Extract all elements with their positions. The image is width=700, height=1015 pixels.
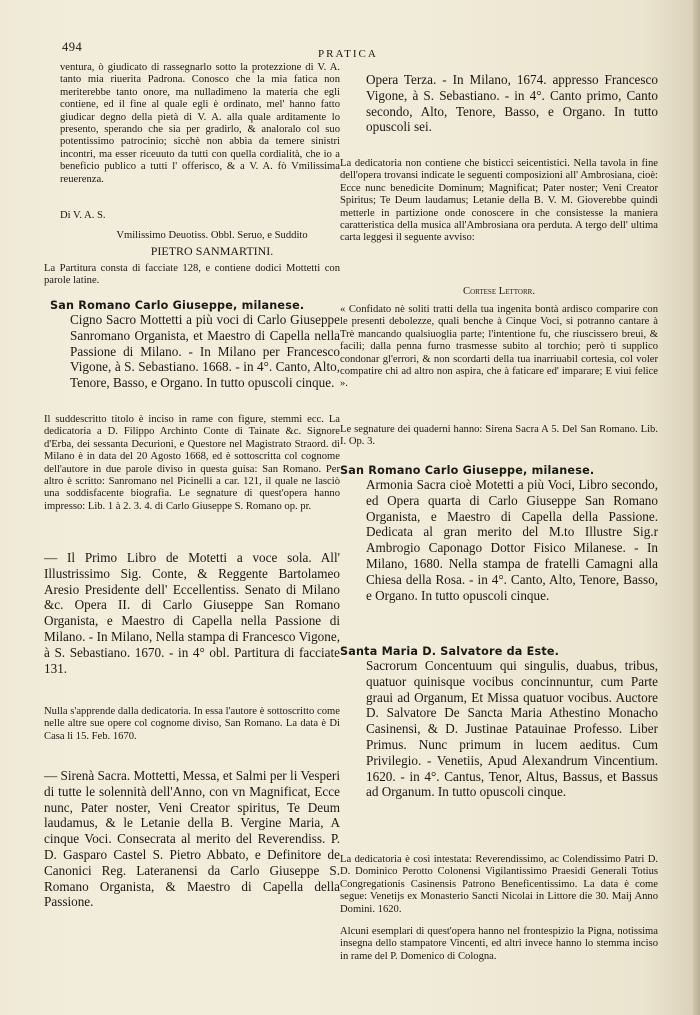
entry-heading: San Romano Carlo Giuseppe, milanese. — [50, 299, 305, 312]
entry-note: Nulla s'apprende dalla dedicatoria. In essa l'autore è sottoscritto come nelle altre sue opere col cognome diviso, San Romano. La data è Di Casa li 15. Feb. 1670. — [44, 706, 340, 742]
entry-title: — Il Primo Libro de Motetti a voce sola. All' Illustrissimo Sig. Conte, & Reggente Bartolameo Aresio Presidente dell' Eccellentiss. Senato di Milano &c. Opera II. di Carlo Giuseppe San Romano Organista, e Maestro di Capella nella Passione di Milano. - In Milano, Nella stampa di Francesco Vigone, à S. Sebastiano. 1670. - in 4° obl. Partitura di facciate 131. — [44, 550, 340, 676]
running-title: PRATICA — [318, 48, 378, 60]
notice-heading: Cortese Lettorr. — [463, 286, 535, 297]
entry-title: Armonia Sacra cioè Motetti a più Voci, Libro secondo, ed Opera quarta di Carlo Giuseppe San Romano Organista, e Maestro di Capella della Passione. Dedicata al gran merito del M.to Illustre Sig.r Ambrogio Caponago Dottor Fisico Milanese. - In Milano, 1680. Nella stampa de fratelli Camagni alla Chiesa della Rosa. - in 4°. Canto, Alto, Tenore, Basso, e Organo. In tutto opuscoli cinque. — [366, 477, 658, 603]
entry-note: La dedicatoria non contiene che bisticci seicentistici. Nella tavola in fine dell'opera trovansi indicate le seguenti composizioni all' Ambrosiana, cioè: Ecce nunc benedicite Dominum; Magnificat; Pater noster; Veni Creator Spiritus; Te Deum laudamus; Letanie della B. V. M. Gioverebbe quindi metterle in partizione onde conoscere in che consistesse la maniera caratteristica della musica all'Ambrosiana ora perduta. A tergo dell' ultima carta leggesi il seguente avviso: — [340, 158, 658, 244]
entry-heading: San Romano Carlo Giuseppe, milanese. — [340, 464, 595, 477]
signature-line: Vmilissimo Deuotiss. Obbl. Seruo, e Suddito — [116, 230, 308, 241]
right-column — [340, 62, 658, 976]
entry-note: Alcuni esemplari di quest'opera hanno nel frontespizio la Pigna, notissima insegna dello stampatore Vincenti, ed altri invece hanno lo stemma inciso in rame del P. Domenico di Cologna. — [340, 926, 658, 962]
entry-title: Cigno Sacro Mottetti a più voci di Carlo Giuseppe Sanromano Organista, et Maestro di Capella nella Passione di Milano. - In Milano per Francesco Vigone, à S. Sebastiano. 1668. - in 4°. Canto, Alto, Tenore, Basso, e Organo. In tutto opuscoli cinque. — [70, 312, 340, 391]
entry-note: Il suddescritto titolo è inciso in rame con figure, stemmi ecc. La dedicatoria a D. Filippo Archinto Conte di Tainate &c. Signore d'Erba, dei sessanta Decurioni, e Questore nel Magistrato Straord. di Milano è in data del 20 Agosto 1668, ed è sottoscritta col cognome dell'autore in due parole diviso in questa guisa: San Romano. Per altro è scritto: Sanromano nel Picinelli a car. 121, il quale ne lasciò una soddisfacente biografia. Le segnature di quest'opera hanno impresso: Lib. 1 à 2. 3. 4. di Carlo Giuseppe S. Romano op. pr. — [44, 414, 340, 512]
signatures-note: Le segnature dei quaderni hanno: Sirena Sacra A 5. Del San Romano. Lib. I. Op. 3. — [340, 424, 658, 448]
score-note: La Partitura consta di facciate 128, e contiene dodici Mottetti con parole latine. — [44, 263, 340, 287]
entry-title: Sacrorum Concentuum qui singulis, duabus, tribus, quatuor quinisque vocibus concinnuntur, cum Parte graui ad Organum, Et Missa quatuor vocibus. Auctore D. Salvatore De Sancta Maria Athestino Monacho Casinensi, & D. Justinae Patauinae Professo. Liber Primus. Nunc primum in lucem aeditus. Cum Privilegio. - Venetiis, Apud Alexandrum Vincentium. 1620. - in 4°. Cantus, Tenor, Altus, Bassus, et Bassus ad Organum. In tutto opuscoli cinque. — [366, 658, 658, 800]
entry-title: — Sirenà Sacra. Mottetti, Messa, et Salmi per li Vesperi di tutte le solennità dell'Anno, con vn Magnificat, Ecce nunc, Pater noster, Veni Creator spiritus, Te Deum laudamus, & le Letanie della B. Vergine Maria, A cinque Voci. Consecrata al merito del Reverendiss. P. D. Gasparo Castel S. Pietro Abbato, e Definitore de Canonici Reg. Lateranensi da Carlo Giuseppe S. Romano Organista, & Maestro di Capella della Passione. — [44, 768, 340, 910]
dedication-text: ventura, ò giudicato di rassegnarlo sotto la protezzione di V. A. tanto mia riuerita Padrona. Conosco che la mia fatica non meriterebbe tanto onore, ma nulladimeno la materia che egli contiene, ed il fine al quale egli è ordinato, mel' hanno fatto giudicar degno della pietà di V. A. alla quale arditamente lo presento, sperando che sia per gradirlo, & analoralo col suo potentissimo patrocinio; sicchè non abbia da temere sinistri incontri, ma esser riceuuto da tutti con quella cordialità, che io a beneficio publico a tutti l' offerisco, & a V. A. fò Vmilissima reuerenza. — [60, 62, 340, 185]
entry-note: La dedicatoria è così intestata: Reverendissimo, ac Colendissimo Patri D. D. Dominico Perotto Colonensi Vigilantissimo Praesidi Generali Totius Congregationis Casinensis Patrono Beneficentissimo. La data è come segue: Venetijs ex Monasterio Sancti Nicolai in Littore die 30. Maij Anno Domini. 1620. — [340, 854, 658, 915]
page-number: 494 — [62, 40, 83, 54]
page-edge — [693, 0, 700, 1015]
entry-heading: Santa Maria D. Salvatore da Este. — [340, 645, 560, 658]
entry-title-continued: Opera Terza. - In Milano, 1674. appresso Francesco Vigone, à S. Sebastiano. - in 4°. Canto primo, Canto secondo, Alto, Tenore, Basso, e Organo. In tutto opuscoli sei. — [366, 72, 658, 135]
signature-name: PIETRO SANMARTINI. — [150, 244, 274, 258]
notice-quote: « Confidato nè soliti tratti della tua ingenita bontà ardisco comparire con le presenti debolezze, quali benche à Cinque Voci, si potranno cantare à Trè mancando qualsiuoglia parte; l'intentione fu, che riuscissero breui, & facili; dalla penna furno trasmesse subito al torchio; però ti supplico condonar gl'errori, & non scordarti della tua inarriuabil cortesia, col voler compatire chi ad altro non aspira, che à faticare ed' imparare; E viui felice ». — [340, 304, 658, 390]
left-column — [44, 62, 340, 988]
dedication-closing: Di V. A. S. — [60, 210, 106, 221]
